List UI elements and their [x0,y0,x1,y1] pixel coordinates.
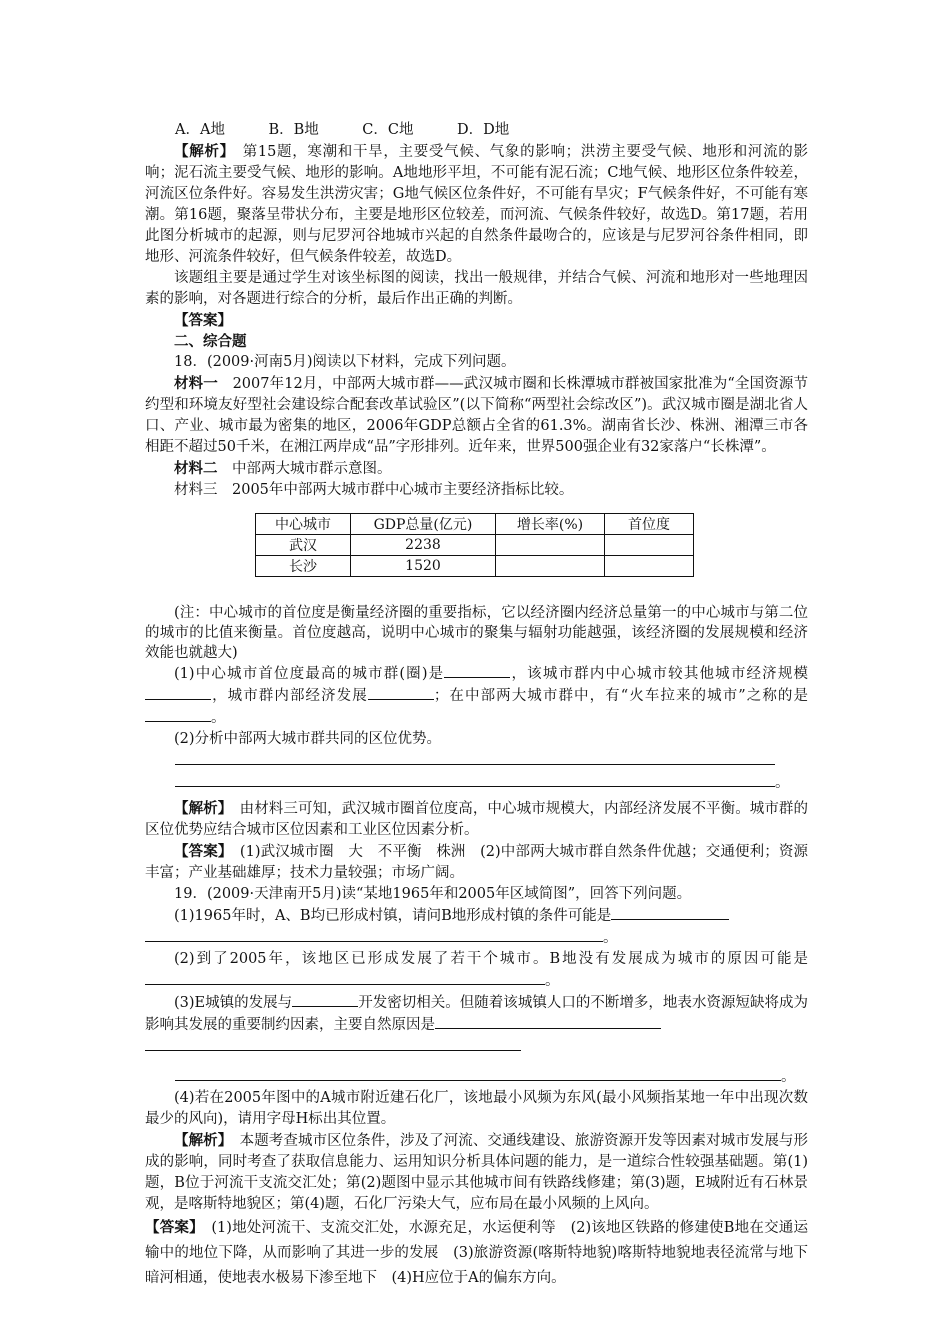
analysis-summary: 该题组主要是通过学生对该坐标图的阅读，找出一般规律，并结合气候、河流和地形对一些地理因素的影响，对各题进行综合的分析，最后作出正确的判断。 [145,270,808,307]
q19-answer [145,1215,808,1291]
table-row [256,535,694,556]
q18-sub1 [145,663,808,729]
end-mark: 。 [781,1069,796,1085]
document-body [145,120,808,1291]
analysis-label: 【解析】 [174,143,228,160]
q1-text-d: ；在中部两大城市群中，有“火车拉来的城市”之称的是 [433,688,808,704]
table-cell: 长沙 [256,556,351,577]
q18-stem: 18．(2009·河南5月)阅读以下材料，完成下列问题。 [174,354,516,370]
answer-line[interactable] [145,1036,808,1058]
q18-sub2: (2)分析中部两大城市群共同的区位优势。 [174,731,442,747]
q3-text-a: (3)E城镇的发展与 [174,995,293,1011]
material2-label: 材料二 [174,460,218,477]
answer-blank[interactable] [611,905,729,920]
section-title: 二、综合题 [174,333,247,350]
answer-blank[interactable] [368,685,434,700]
answer-label: 【答案】 [145,1219,197,1236]
q18-material3: 材料三 2005年中部两大城市群中心城市主要经济指标比较。 [174,482,574,498]
table-cell [496,535,605,556]
q1-text: (1)1965年时，A、B均已形成村镇，请问B地形成村镇的条件可能是 [174,908,612,924]
table-cell [605,535,694,556]
material1-text: 2007年12月，中部两大城市群——武汉城市圈和长株潭城市群被国家批准为“全国资源节约型和环境友好型社会建设综合配套改革试验区”(以下简称“两型社会综改区”)。武汉城市圈是湖北省人口、产业、城市最为密集的地区，2006年GDP总额占全省的61.3%。湖南省长沙、株洲、湘潭三市各相距不超过50千米，在湘江两岸成“品”字形排列。近年来，世界500强企业有32家落户“长株潭”。 [145,376,809,455]
answer-label: 【答案】 [174,843,226,860]
table-header-cell: 增长率(%) [496,514,605,535]
table-cell: 武汉 [256,535,351,556]
q19-analysis [145,1130,808,1215]
answer-blank[interactable] [435,1014,661,1029]
analysis-text: 第15题，寒潮和干旱，主要受气候、气象的影响；洪涝主要受气候、地形和河流的影响；泥石流主要受气候、地形的影响。A地地形平坦，不可能有泥石流；C地气候、地形区位条件较差，河流区位条件好。容易发生洪涝灾害；G地气候区位条件好，不可能有旱灾；F气候条件好，不可能有寒潮。第16题，聚落呈带状分布，主要是地形区位较差，而河流、气候条件较好，故选D。第17题，若用此图分析城市的起源，则与尼罗河谷地城市兴起的自然条件最吻合的，应该是与尼罗河谷条件相同，即地形、河流条件较好，但气候条件较差，故选D。 [145,144,808,265]
q18-answer [145,841,808,884]
end-mark: 。 [775,775,790,791]
analysis-15-17 [145,141,808,268]
answer-text: (1)武汉城市圈 大 不平衡 株洲 (2)中部两大城市群自然条件优越；交通便利；资源丰富；产业基础雄厚；技术力量较强；市场广阔。 [145,844,809,881]
table-header-row [256,514,694,535]
answer-text: (1)地处河流干、支流交汇处，水源充足，水运便利等 (2)该地区铁路的修建使B地在交通运输中的地位下降，从而影响了其进一步的发展 (3)旅游资源(喀斯特地貌)喀斯特地貌地表径流常与地下暗河相通，使地表水极易下渗至地下 (4)H应位于A的偏东方向。 [145,1220,809,1286]
q15-options: A．A地 B．B地 C．C地 D．D地 [175,122,510,138]
q19-stem: 19．(2009·天津南开5月)读“某地1965年和2005年区域简图”，回答下列问题。 [174,886,692,902]
q1-text-c: ，城市群内部经济发展 [211,688,368,704]
q18-material1 [145,373,808,458]
analysis-label: 【解析】 [174,800,226,817]
q18-material2 [145,458,808,480]
answer-line[interactable] [145,1066,808,1088]
end-mark: 。 [545,973,560,989]
q1-text-a: (1)中心城市首位度最高的城市群(圈)是 [174,666,445,682]
analysis-label: 【解析】 [174,1132,226,1149]
analysis-text: 本题考查城市区位条件，涉及了河流、交通线建设、旅游资源开发等因素对城市发展与形成的影响，同时考查了获取信息能力、运用知识分析具体问题的能力，是一道综合性较强基础题。第(1)题，B位于河流干支流交汇处；第(2)题图中显示其他城市间有铁路线修建；第(3)题，E城附近有石林景观，是喀斯特地貌区；第(4)题，石化厂污染大气，应布局在最小风频的上风向。 [145,1133,809,1212]
q19-sub3 [145,992,808,1036]
table-cell: 2238 [351,535,496,556]
q19-sub1 [145,905,808,927]
answer-blank[interactable] [444,663,510,678]
answer-line[interactable] [145,772,808,794]
answer-line[interactable] [145,927,808,949]
table-cell [605,556,694,577]
table-header-cell: 首位度 [605,514,694,535]
material1-label: 材料一 [174,375,218,392]
q18-analysis [145,798,808,841]
table-row [256,556,694,577]
table-header-cell: GDP总量(亿元) [351,514,496,535]
answer-line[interactable] [145,750,808,772]
material2-text: 中部两大城市群示意图。 [217,461,392,477]
table-cell [496,556,605,577]
q3-text-b: 开发密切相关。但随着该城镇人口的不断增多，地表水资源短缺将成为影响其发展的重要制约因素，主要自然原因是 [145,995,809,1033]
answer-blank[interactable] [145,970,545,985]
q19-sub4: (4)若在2005年图中的A城市附近建石化厂，该地最小风频为东风(最小风频指某地一年中出现次数最少的风向)，请用字母H标出其位置。 [145,1090,808,1127]
q2-text: (2)到了2005年，该地区已形成发展了若干个城市。B地没有发展成为城市的原因可能是 [174,951,808,967]
answer-blank[interactable] [145,685,211,700]
q18-note: (注：中心城市的首位度是衡量经济圈的重要指标，它以经济圈内经济总量第一的中心城市与第二位的城市的比值来衡量。首位度越高，说明中心城市的聚集与辐射功能越强，该经济圈的发展规模和经济效能也就越大) [145,605,808,661]
q19-sub2 [145,949,808,992]
answer-label-15-17: 【答案】 [174,312,232,329]
answer-blank[interactable] [292,992,358,1007]
q1-text-b: ，该城市群内中心城市较其他城市经济规模 [510,666,808,682]
answer-blank[interactable] [145,707,211,722]
analysis-text: 由材料三可知，武汉城市圈首位度高，中心城市规模大，内部经济发展不平衡。城市群的区位优势应结合城市区位因素和工业区位因素分析。 [145,801,809,838]
end-mark: 。 [603,930,618,946]
table-cell: 1520 [351,556,496,577]
economic-indicator-table [255,513,694,577]
q1-text-e: 。 [211,710,226,726]
table-header-cell: 中心城市 [256,514,351,535]
